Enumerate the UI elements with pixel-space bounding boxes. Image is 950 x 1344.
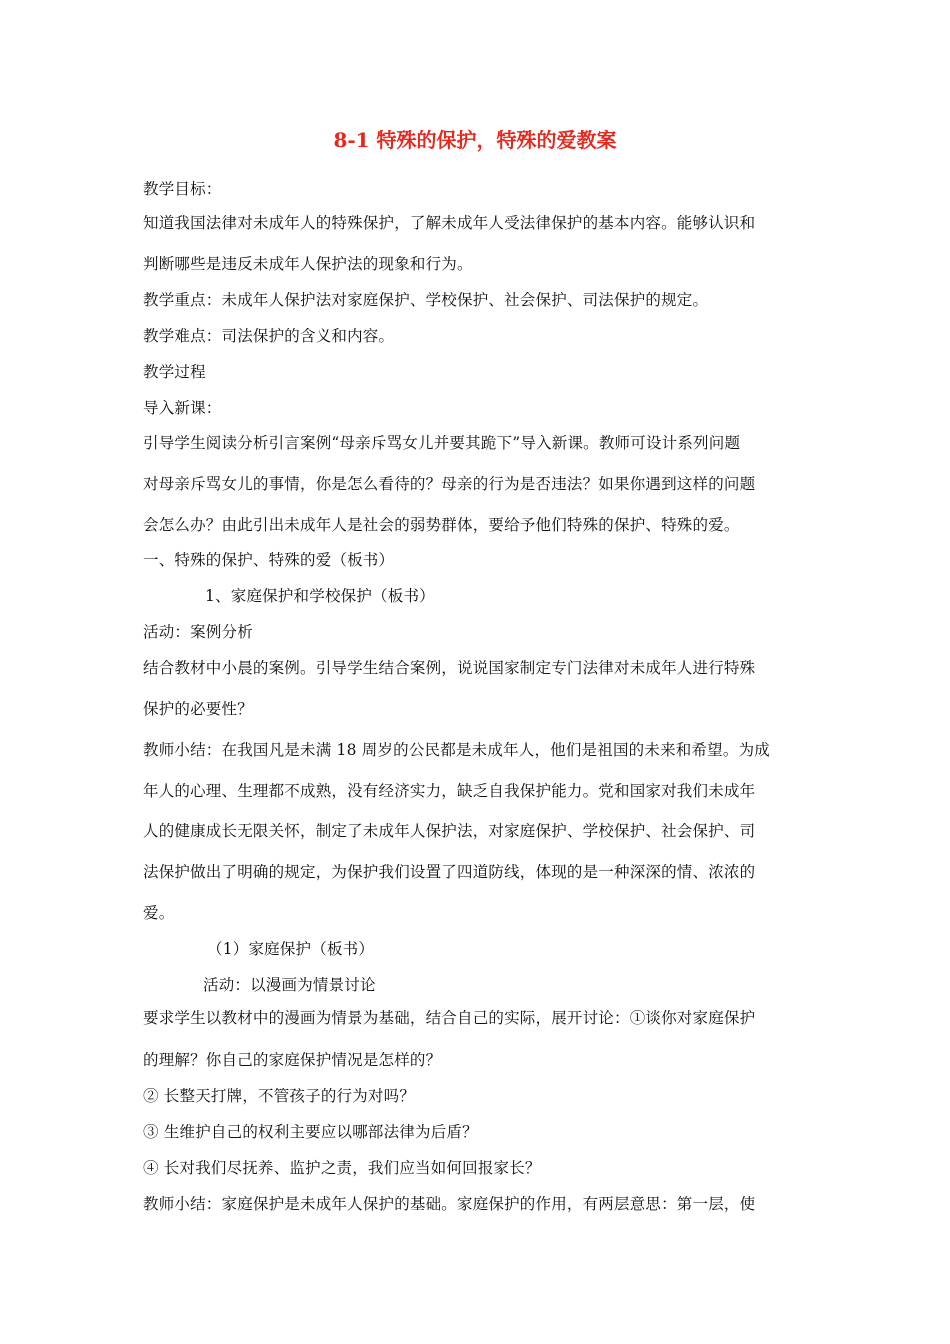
- text-line: 保护的必要性？: [143, 700, 253, 718]
- text-line: 导入新课：: [143, 399, 222, 417]
- text-line: 法保护做出了明确的规定，为保护我们设置了四道防线，体现的是一种深深的情、浓浓的: [143, 863, 756, 881]
- document-title: 8-1 特殊的保护，特殊的爱教案: [333, 128, 617, 152]
- text-line: 会怎么办？由此引出未成年人是社会的弱势群体，要给予他们特殊的保护、特殊的爱。: [143, 516, 740, 534]
- text-line: 教师小结：家庭保护是未成年人保护的基础。家庭保护的作用，有两层意思：第一层，使: [143, 1195, 756, 1213]
- text-line: 引导学生阅读分析引言案例“母亲斥骂女儿并要其跪下”导入新课。教师可设计系列问题: [143, 434, 741, 452]
- text-line: 的理解？你自己的家庭保护情况是怎样的？: [143, 1051, 442, 1069]
- text-line: 知道我国法律对未成年人的特殊保护，了解未成年人受法律保护的基本内容。能够认识和: [143, 214, 756, 232]
- section-heading: 一、特殊的保护、特殊的爱（板书）: [143, 551, 395, 569]
- text-line: 教学重点：未成年人保护法对家庭保护、学校保护、社会保护、司法保护的规定。: [143, 291, 709, 309]
- text-line: 爱。: [143, 904, 175, 922]
- text-line: 判断哪些是违反未成年人保护法的现象和行为。: [143, 255, 473, 273]
- subsection-heading: 1、家庭保护和学校保护（板书）: [205, 587, 435, 605]
- text-line: ② 长整天打牌，不管孩子的行为对吗？: [143, 1087, 416, 1105]
- text-line: ④ 长对我们尽抚养、监护之责，我们应当如何回报家长？: [143, 1159, 541, 1177]
- text-line: 年人的心理、生理都不成熟，没有经济实力，缺乏自我保护能力。党和国家对我们未成年: [143, 782, 756, 800]
- text-line: 活动：以漫画为情景讨论: [203, 976, 376, 994]
- text-line: 对母亲斥骂女儿的事情，你是怎么看待的？母亲的行为是否违法？如果你遇到这样的问题: [143, 475, 756, 493]
- subsection-heading: （1）家庭保护（板书）: [207, 940, 375, 958]
- text-line: ③ 生维护自己的权利主要应以哪部法律为后盾？: [143, 1123, 478, 1141]
- text-line: 人的健康成长无限关怀，制定了未成年人保护法，对家庭保护、学校保护、社会保护、司: [143, 822, 756, 840]
- text-line: 活动：案例分析: [143, 623, 253, 641]
- text-line: 教学难点：司法保护的含义和内容。: [143, 327, 395, 345]
- text-line: 教师小结：在我国凡是未满 18 周岁的公民都是未成年人，他们是祖国的未来和希望。为成: [143, 741, 770, 759]
- text-line: 教学过程: [143, 363, 206, 381]
- text-line: 要求学生以教材中的漫画为情景为基础，结合自己的实际，展开讨论：①谈你对家庭保护: [143, 1009, 756, 1027]
- text-line: 教学目标：: [143, 180, 222, 198]
- text-line: 结合教材中小晨的案例。引导学生结合案例，说说国家制定专门法律对未成年人进行特殊: [143, 659, 756, 677]
